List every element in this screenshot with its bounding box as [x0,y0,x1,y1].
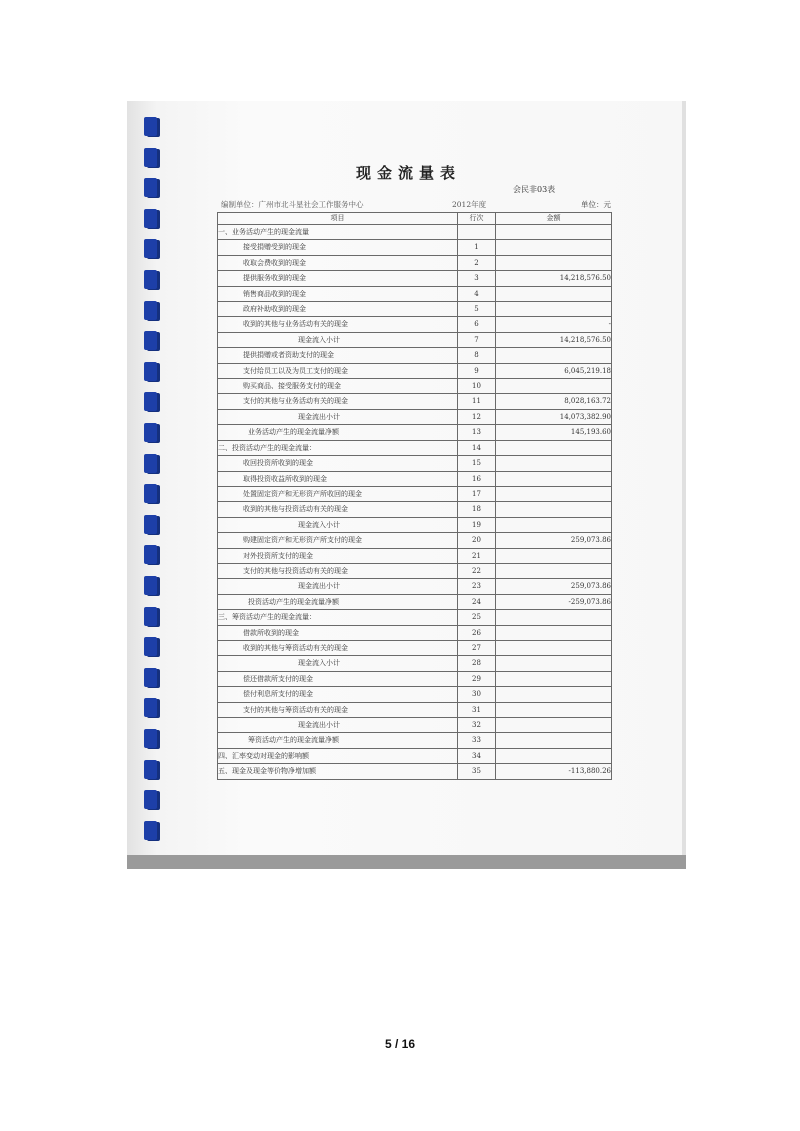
table-row [218,225,612,240]
binding-ring [144,239,157,258]
table-row [218,640,612,655]
currency-unit: 单位：元 [581,200,611,209]
row-item: 一、业务活动产生的现金流量 [218,225,458,240]
row-amount [496,456,612,471]
row-item: 购买商品、接受服务支付的现金 [218,379,458,394]
row-item: 政府补助收到的现金 [218,302,458,317]
table-row [218,671,612,686]
row-item: 收到的其他与投资活动有关的现金 [218,502,458,517]
table-row [218,748,612,763]
row-amount: 8,028,163.72 [496,394,612,409]
row-item: 三、筹资活动产生的现金流量： [218,610,458,625]
row-amount [496,625,612,640]
org-label: 编制单位：广州市北斗星社会工作服务中心 [221,200,364,209]
row-amount: -259,073.86 [496,594,612,609]
row-line-number: 3 [458,271,496,286]
row-line-number: 5 [458,302,496,317]
row-line-number: 22 [458,563,496,578]
table-row [218,579,612,594]
row-item: 现金流出小计 [218,579,458,594]
row-amount [496,225,612,240]
binding-ring [144,760,157,779]
table-row [218,456,612,471]
row-amount [496,548,612,563]
row-line-number [458,225,496,240]
binding-ring [144,607,157,626]
row-amount: - [496,317,612,332]
binding-ring [144,698,157,717]
row-line-number: 33 [458,733,496,748]
table-row [218,548,612,563]
row-item: 借款所收到的现金 [218,625,458,640]
row-line-number: 8 [458,348,496,363]
row-line-number: 18 [458,502,496,517]
row-amount [496,610,612,625]
row-amount [496,748,612,763]
header-item: 项目 [218,213,458,225]
spiral-binding [144,117,164,847]
row-amount [496,440,612,455]
row-line-number: 34 [458,748,496,763]
row-line-number: 13 [458,425,496,440]
binding-ring [144,423,157,442]
row-item: 收回投资所收到的现金 [218,456,458,471]
row-line-number: 27 [458,640,496,655]
table-row [218,718,612,733]
row-item: 支付的其他与业务活动有关的现金 [218,394,458,409]
row-amount [496,486,612,501]
row-line-number: 11 [458,394,496,409]
row-line-number: 2 [458,255,496,270]
row-amount: 14,073,382.90 [496,409,612,424]
row-line-number: 31 [458,702,496,717]
binding-ring [144,790,157,809]
row-item: 收到的其他与筹资活动有关的现金 [218,640,458,655]
row-line-number: 25 [458,610,496,625]
binding-ring [144,178,157,197]
row-amount [496,240,612,255]
row-line-number: 12 [458,409,496,424]
row-item: 投资活动产生的现金流量净额 [218,594,458,609]
row-line-number: 9 [458,363,496,378]
report-year: 2012年度 [452,200,487,209]
table-row [218,625,612,640]
header-amount: 金额 [496,213,612,225]
row-line-number: 24 [458,594,496,609]
table-row [218,302,612,317]
form-code: 会民非03表 [513,185,556,194]
binding-ring [144,729,157,748]
row-item: 销售商品收到的现金 [218,286,458,301]
row-line-number: 14 [458,440,496,455]
table-row [218,240,612,255]
row-amount [496,286,612,301]
row-item: 接受捐赠受到的现金 [218,240,458,255]
binding-ring [144,331,157,350]
row-amount [496,702,612,717]
table-row [218,486,612,501]
row-item: 现金流入小计 [218,517,458,532]
row-item: 筹资活动产生的现金流量净额 [218,733,458,748]
row-amount [496,255,612,270]
binding-ring [144,301,157,320]
binding-ring [144,668,157,687]
row-item: 偿付利息所支付的现金 [218,687,458,702]
binding-ring [144,362,157,381]
scanned-page [127,101,686,869]
page-edge [682,101,686,869]
binding-ring [144,209,157,228]
table-row [218,409,612,424]
row-amount [496,640,612,655]
row-line-number: 16 [458,471,496,486]
row-line-number: 26 [458,625,496,640]
table-row [218,502,612,517]
table-row [218,610,612,625]
page-number: 5 / 16 [384,1037,416,1051]
row-item: 收取会费收到的现金 [218,255,458,270]
row-line-number: 7 [458,332,496,347]
table-row [218,379,612,394]
row-item: 支付的其他与投资活动有关的现金 [218,563,458,578]
table-row [218,764,612,779]
row-line-number: 21 [458,548,496,563]
binding-ring [144,454,157,473]
row-amount [496,718,612,733]
table-row [218,255,612,270]
row-amount [496,302,612,317]
table-row [218,656,612,671]
document-title: 现金流量表 [356,164,462,182]
table-row [218,687,612,702]
table-row [218,702,612,717]
row-item: 五、现金及现金等价物净增加额 [218,764,458,779]
row-line-number: 4 [458,286,496,301]
row-amount [496,517,612,532]
row-item: 对外投资所支付的现金 [218,548,458,563]
row-item: 现金流出小计 [218,409,458,424]
row-line-number: 17 [458,486,496,501]
row-amount: 145,193.60 [496,425,612,440]
table-row [218,594,612,609]
binding-ring [144,484,157,503]
binding-ring [144,392,157,411]
row-item: 现金流入小计 [218,656,458,671]
binding-ring [144,515,157,534]
row-item: 支付给员工以及为员工支付的现金 [218,363,458,378]
binding-ring [144,821,157,840]
table-row [218,471,612,486]
row-item: 偿还借款所支付的现金 [218,671,458,686]
row-amount: 6,045,219.18 [496,363,612,378]
table-row [218,533,612,548]
row-amount [496,348,612,363]
row-item: 现金流出小计 [218,718,458,733]
table-header-row [218,213,612,225]
row-line-number: 15 [458,456,496,471]
binding-ring [144,148,157,167]
table-row [218,394,612,409]
row-amount [496,502,612,517]
table-row [218,733,612,748]
row-line-number: 1 [458,240,496,255]
row-line-number: 30 [458,687,496,702]
binding-ring [144,117,157,136]
table-row [218,517,612,532]
row-item: 提供服务收到的现金 [218,271,458,286]
table-row [218,317,612,332]
row-line-number: 28 [458,656,496,671]
row-line-number: 23 [458,579,496,594]
row-item: 二、投资活动产生的现金流量： [218,440,458,455]
row-amount: 14,218,576.50 [496,332,612,347]
row-amount [496,563,612,578]
row-amount [496,471,612,486]
row-item: 现金流入小计 [218,332,458,347]
scan-shadow [127,855,686,869]
binding-ring [144,270,157,289]
row-item: 提供捐赠或者资助支付的现金 [218,348,458,363]
row-amount [496,656,612,671]
table-row [218,363,612,378]
row-amount: -113,880.26 [496,764,612,779]
binding-ring [144,545,157,564]
report-info-line [221,199,611,211]
row-line-number: 10 [458,379,496,394]
row-amount: 259,073.86 [496,533,612,548]
row-amount [496,379,612,394]
table-row [218,440,612,455]
table-row [218,286,612,301]
row-amount: 14,218,576.50 [496,271,612,286]
row-item: 收到的其他与业务活动有关的现金 [218,317,458,332]
row-line-number: 19 [458,517,496,532]
row-item: 支付的其他与筹资活动有关的现金 [218,702,458,717]
row-item: 业务活动产生的现金流量净额 [218,425,458,440]
row-item: 购建固定资产和无形资产所支付的现金 [218,533,458,548]
cash-flow-table [217,212,612,780]
row-line-number: 6 [458,317,496,332]
table-row [218,332,612,347]
row-item: 四、汇率变动对现金的影响额 [218,748,458,763]
binding-ring [144,576,157,595]
table-row [218,425,612,440]
table-row [218,348,612,363]
row-line-number: 20 [458,533,496,548]
row-amount: 259,073.86 [496,579,612,594]
row-item: 取得投资收益所收到的现金 [218,471,458,486]
row-amount [496,687,612,702]
binding-ring [144,637,157,656]
row-line-number: 29 [458,671,496,686]
row-amount [496,733,612,748]
row-line-number: 35 [458,764,496,779]
table-row [218,563,612,578]
row-item: 处置固定资产和无形资产所收回的现金 [218,486,458,501]
table-row [218,271,612,286]
row-line-number: 32 [458,718,496,733]
header-line: 行次 [458,213,496,225]
row-amount [496,671,612,686]
